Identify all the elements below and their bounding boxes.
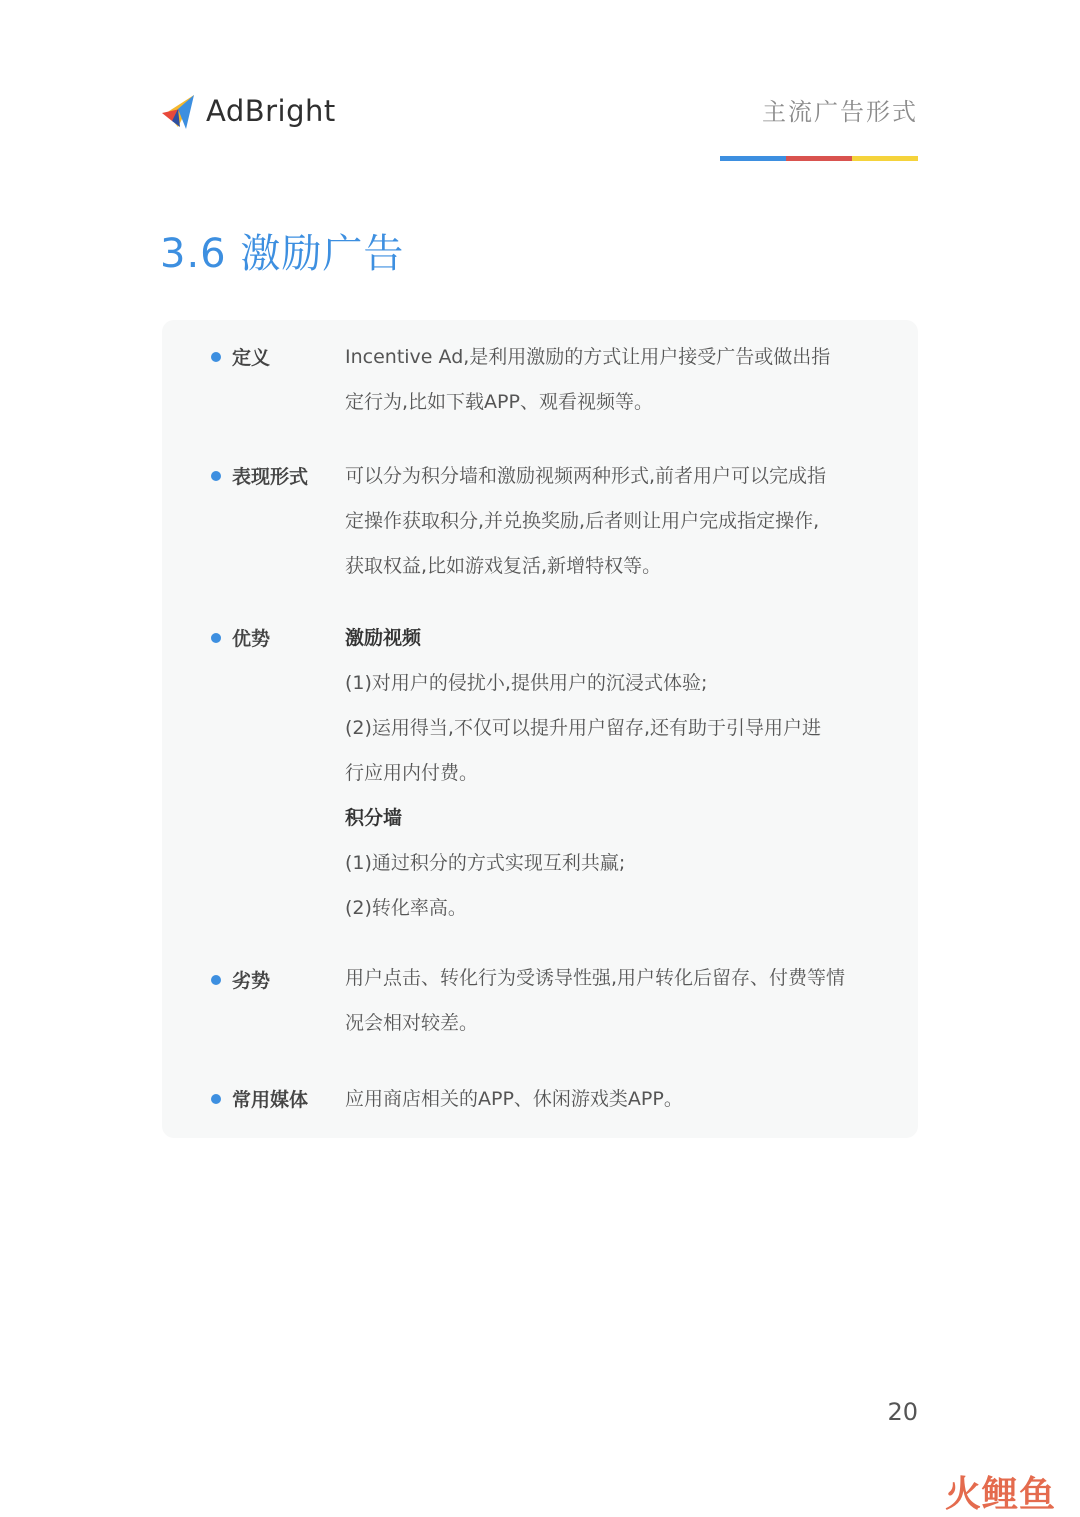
- term-description: [345, 335, 865, 425]
- color-bar-yellow: [852, 156, 918, 161]
- term-description: [345, 454, 865, 589]
- description-line: (2)运用得当,不仅可以提升用户留存,还有助于引导用户进: [345, 717, 821, 739]
- description-line: 用户点击、转化行为受诱导性强,用户转化后留存、付费等情: [345, 967, 846, 989]
- term-label: 常用媒体: [232, 1089, 309, 1111]
- color-bar-red: [786, 156, 852, 161]
- brand-logo: [160, 86, 336, 136]
- term-description: [345, 616, 865, 931]
- description-line: (1)对用户的侵扰小,提供用户的沉浸式体验;: [345, 672, 708, 694]
- description-line: 行应用内付费。: [345, 762, 479, 784]
- description-line: 应用商店相关的APP、休闲游戏类APP。: [345, 1088, 683, 1110]
- description-line: 况会相对较差。: [345, 1012, 479, 1034]
- bullet-icon: [211, 975, 221, 985]
- bullet-icon: [211, 1094, 221, 1104]
- term-description: [345, 1077, 865, 1122]
- color-bar-blue: [720, 156, 786, 161]
- term-description: [345, 956, 865, 1046]
- subheading-rewarded-video: 激励视频: [345, 627, 422, 649]
- term-label: 表现形式: [232, 466, 309, 488]
- subheading-offer-wall: 积分墙: [345, 807, 403, 829]
- term-label: 劣势: [232, 970, 271, 992]
- page-number: 20: [887, 1398, 918, 1426]
- description-line: (1)通过积分的方式实现互利共赢;: [345, 852, 626, 874]
- watermark: 火鲤鱼: [944, 1474, 1056, 1515]
- description-line: 获取权益,比如游戏复活,新增特权等。: [345, 555, 662, 577]
- bullet-icon: [211, 471, 221, 481]
- description-line: 定操作获取积分,并兑换奖励,后者则让用户完成指定操作,: [345, 510, 820, 532]
- bullet-icon: [211, 633, 221, 643]
- description-line: (2)转化率高。: [345, 897, 467, 919]
- logo-text: AdBright: [206, 94, 336, 128]
- description-line: Incentive Ad,是利用激励的方式让用户接受广告或做出指: [345, 346, 831, 368]
- color-bar: [720, 156, 918, 161]
- content-card: [162, 320, 918, 1138]
- description-line: 可以分为积分墙和激励视频两种形式,前者用户可以完成指: [345, 465, 827, 487]
- bullet-icon: [211, 352, 221, 362]
- rocket-logo-icon: [160, 91, 200, 131]
- term-label: 优势: [232, 628, 271, 650]
- page-title: 3.6 激励广告: [160, 231, 405, 277]
- description-line: 定行为,比如下载APP、观看视频等。: [345, 391, 653, 413]
- term-label: 定义: [232, 347, 271, 369]
- section-label: 主流广告形式: [762, 98, 918, 126]
